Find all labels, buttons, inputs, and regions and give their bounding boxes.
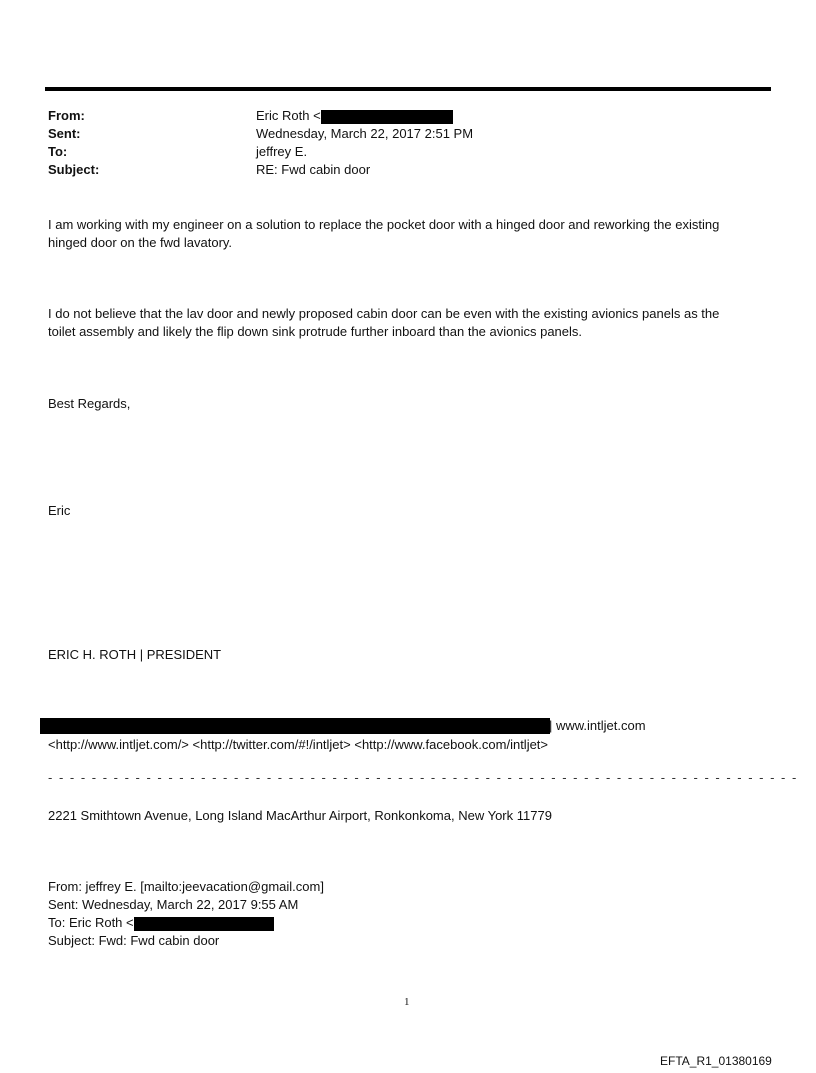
subject-label: Subject: [48, 162, 100, 177]
sent-label: Sent: [48, 126, 81, 141]
from-sender: Eric Roth < [256, 108, 321, 123]
to-label: To: [48, 144, 68, 159]
company-address: 2221 Smithtown Avenue, Long Island MacArthur Airport, Ronkonkoma, New York 11779 [48, 808, 552, 823]
header-top-rule [45, 87, 771, 91]
forwarded-sent: Sent: Wednesday, March 22, 2017 9:55 AM [48, 897, 299, 912]
sender-name: Eric [48, 503, 71, 518]
from-label: From: [48, 108, 85, 123]
separator-line: - - - - - - - - - - - - - - - - - - - - - - - - - - - - - - - - - - - - - - - - - - - - - - - - - - - - - - - - - - - - - - - - - - - - - [48, 770, 798, 785]
page-number: 1 [404, 996, 410, 1008]
body-paragraph-2-line-2: toilet assembly and likely the flip down sink protrude further inboard than the avionics panels. [48, 324, 583, 339]
signature-website[interactable]: | www.intljet.com [549, 718, 646, 733]
closing-regards: Best Regards, [48, 396, 131, 411]
redaction-bar [321, 110, 453, 124]
body-paragraph-1-line-1: I am working with my engineer on a solution to replace the pocket door with a hinged door and reworking the existing [48, 217, 720, 232]
sent-value: Wednesday, March 22, 2017 2:51 PM [256, 126, 474, 141]
signature-links[interactable]: <http://www.intljet.com/> <http://twitter.com/#!/intljet> <http://www.facebook.com/intljet> [48, 737, 549, 752]
forwarded-to [48, 914, 274, 932]
forwarded-subject: Subject: Fwd: Fwd cabin door [48, 933, 220, 948]
forwarded-from: From: jeffrey E. [mailto:jeevacation@gmail.com] [48, 879, 324, 894]
redaction-bar [40, 718, 550, 734]
body-paragraph-1-line-2: hinged door on the fwd lavatory. [48, 235, 233, 250]
signature-title: ERIC H. ROTH | PRESIDENT [48, 647, 222, 662]
document-id: EFTA_R1_01380169 [660, 1054, 772, 1068]
to-value: jeffrey E. [256, 144, 308, 159]
from-value [256, 107, 453, 125]
redaction-bar [134, 917, 274, 931]
body-paragraph-2-line-1: I do not believe that the lav door and newly proposed cabin door can be even with the existing avionics panels as the [48, 306, 720, 321]
subject-value: RE: Fwd cabin door [256, 162, 371, 177]
forwarded-to-text: To: Eric Roth < [48, 915, 134, 930]
